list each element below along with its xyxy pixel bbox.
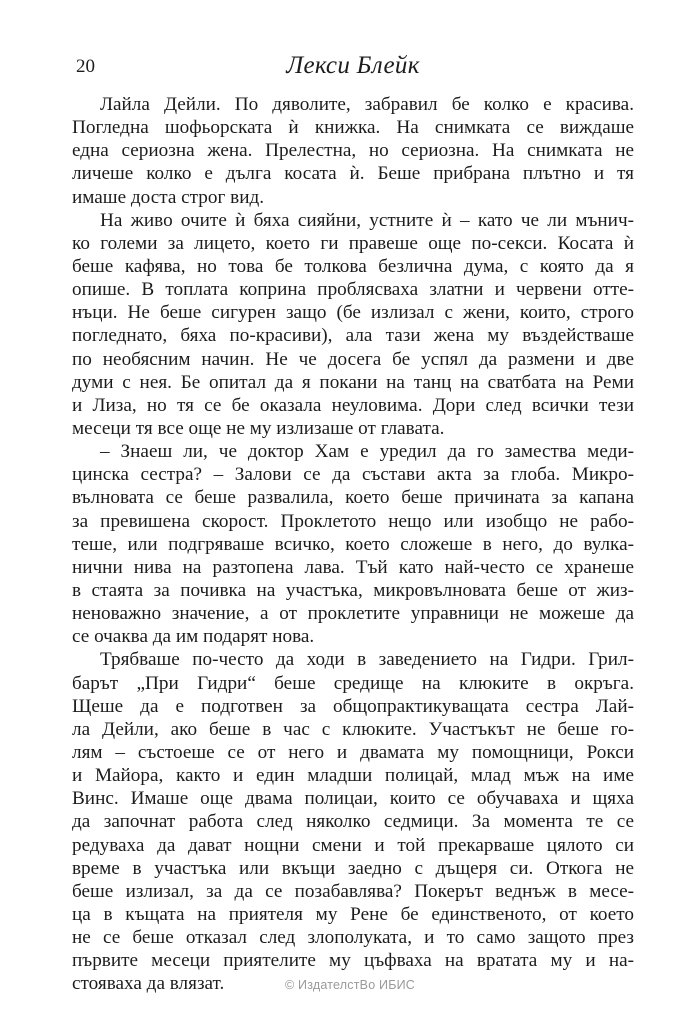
paragraph xyxy=(72,440,634,648)
text-line: нъци. Не беше сигурен защо (бе излизал с жени, които, строго xyxy=(72,302,634,324)
text-line: Погледна шофьорската ѝ книжка. На снимката се виждаше xyxy=(72,117,634,139)
running-head-author: Лекси Блейк xyxy=(286,52,420,79)
text-line: ко големи за лицето, което ги правеше още по-секси. Косата ѝ xyxy=(72,232,634,254)
paragraph xyxy=(72,93,634,209)
text-line: беше кафява, но това бе толкова безлична дума, с която да я xyxy=(72,255,634,277)
text-line: Винс. Имаше още двама полицаи, които се обучаваха и щяха xyxy=(72,788,634,810)
paragraph xyxy=(72,209,634,440)
page-number: 20 xyxy=(76,56,95,77)
text-line: нични нива на разтопена лава. Тъй като най-често се хранеше xyxy=(72,556,634,578)
text-line: ла Дейли, ако беше в час с клюките. Участъкът не беше го- xyxy=(72,718,634,740)
text-line: ца в къщата на приятеля му Рене бе единственото, от което xyxy=(72,903,634,925)
text-line: опише. В топлата коприна проблясваха златни и червени отте- xyxy=(72,279,634,301)
text-line: за превишена скорост. Проклетото нещо или изобщо не рабо- xyxy=(72,510,634,532)
text-line: лям – състоеше се от него и двамата му помощници, Рокси xyxy=(72,741,634,763)
text-line: – Знаеш ли, че доктор Хам е уредил да го замества меди- xyxy=(100,441,634,463)
text-line: месеци тя все още не му излизаше от главата. xyxy=(72,417,445,439)
text-line: погледнато, бяха по-красиви), ала тази жена му въздействаше xyxy=(72,325,634,347)
body-text xyxy=(72,93,634,995)
text-line: да започнат работа след няколко седмици. За момента те се xyxy=(72,811,634,833)
text-line: и Лиза, но тя се бе оказала неуловима. Дори след всички тези xyxy=(72,394,634,416)
text-line: цинска сестра? – Залови се да състави акта за глоба. Микро- xyxy=(72,464,634,486)
text-line: първите месеци приятелите му цъфваха на вратата му и на- xyxy=(72,950,634,972)
page-header xyxy=(72,52,634,82)
text-line: по необясним начин. Не че досега бе успял да размени и две xyxy=(72,348,634,370)
text-line: беше излизал, за да се позабавлява? Покерът веднъж в месе- xyxy=(72,880,634,902)
text-line: неноважно значение, а от проклетите управници не можеше да xyxy=(72,603,634,625)
text-line: редуваха да дават нощни смени и той прекарваше цялото си xyxy=(72,834,634,856)
text-line: На живо очите ѝ бяха сияйни, устните ѝ – като че ли мънич- xyxy=(100,209,634,231)
text-line: вълновата се беше развалила, което беше причината за капана xyxy=(72,487,634,509)
text-line: думи с нея. Бе опитал да я покани на танц на сватбата на Реми xyxy=(72,371,634,393)
text-line: в стаята за почивка на участъка, микровълновата беше от жиз- xyxy=(72,579,634,601)
paragraph xyxy=(72,648,634,995)
text-line: теше, или подгряваше всичко, което сложеше в него, до вулка- xyxy=(72,533,634,555)
text-line: барът „При Гидри“ беше средище на клюките в окръга. xyxy=(72,672,634,694)
text-line: време в участъка или вкъщи заедно с дъщеря си. Откога не xyxy=(72,857,634,879)
text-line: не се беше отказал след злополуката, и то само защото през xyxy=(72,927,634,949)
text-line: една сериозна жена. Прелестна, но сериозна. На снимката не xyxy=(72,140,634,162)
text-line: и Майора, както и един младши полицай, млад мъж на име xyxy=(72,765,634,787)
publisher-copyright: © ИздателстВо ИБИС xyxy=(284,978,416,992)
text-line: имаше доста строг вид. xyxy=(72,186,265,208)
text-line: Лайла Дейли. По дяволите, забравил бе колко е красива. xyxy=(100,94,634,115)
text-line: стояваха да влязат. xyxy=(72,973,225,995)
text-line: Трябваше по-често да ходи в заведението на Гидри. Грил- xyxy=(100,649,634,671)
text-line: личеше колко е дълга косата ѝ. Беше прибрана плътно и тя xyxy=(72,163,634,185)
text-line: се очаква да им подарят нова. xyxy=(72,626,315,648)
text-line: Щеше да е подготвен за общопрактикуващата сестра Лай- xyxy=(72,695,634,717)
